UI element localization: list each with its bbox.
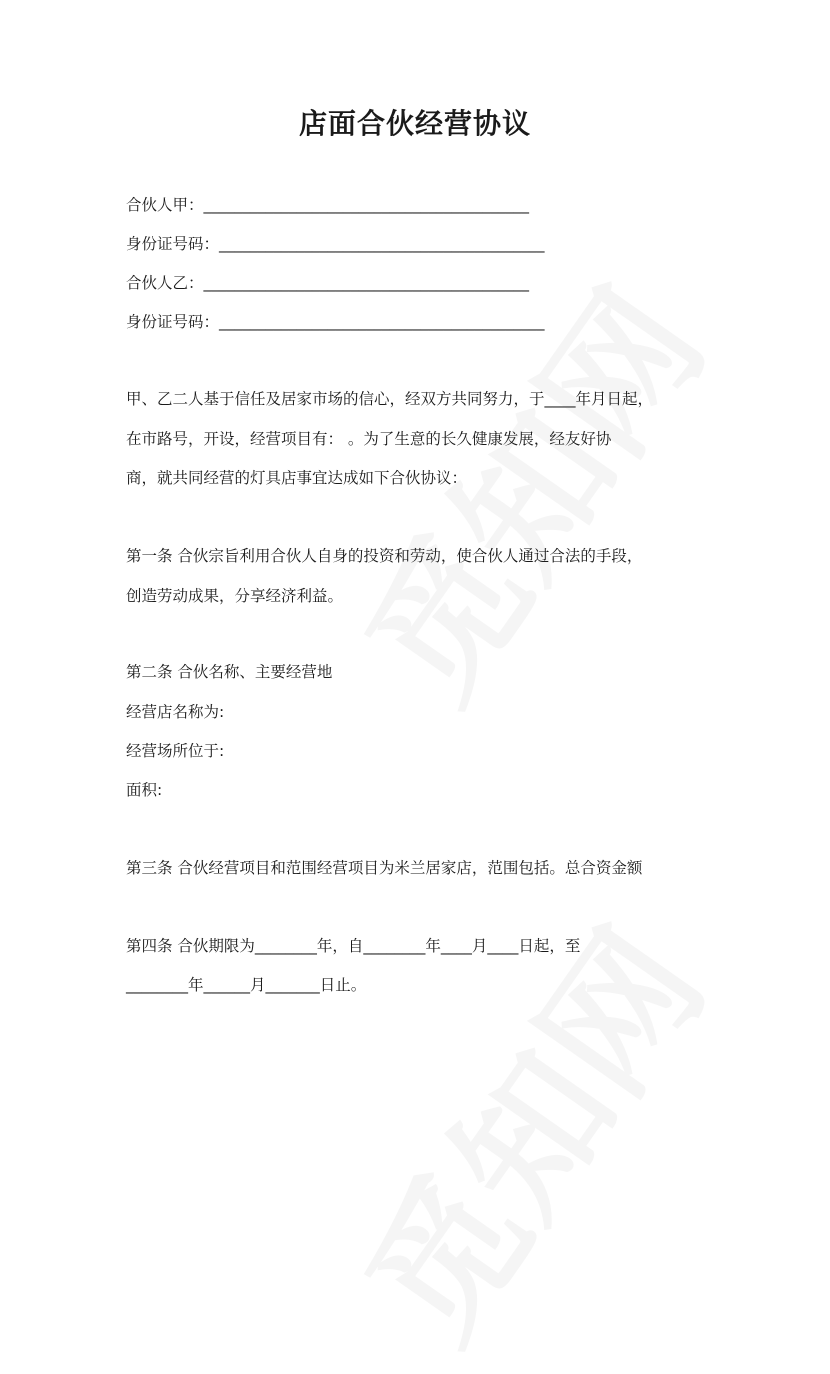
id-b-field: 身份证号码：__________________________________________ — [126, 313, 545, 331]
id-a-field: 身份证号码：__________________________________________ — [126, 235, 545, 253]
article2-location: 经营场所位于: — [126, 742, 225, 760]
preamble-line-2: 在市路号，开设，经营项目有： 。为了生意的长久健康发展，经友好协 — [126, 430, 612, 448]
preamble-line-3: 商，就共同经营的灯具店事宜达成如下合伙协议： — [126, 469, 468, 487]
article1-line-2: 创造劳动成果，分享经济利益。 — [126, 587, 344, 605]
document-title: 店面合伙经营协议 — [298, 107, 531, 140]
article2-area: 面积: — [126, 781, 163, 799]
article2-shop-name: 经营店名称为: — [126, 703, 225, 721]
article4-line-2: ________年______月_______日止。 — [126, 976, 367, 994]
partner-b-field: 合伙人乙：__________________________________________ — [126, 274, 530, 292]
preamble-line-1: 甲、乙二人基于信任及居家市场的信心，经双方共同努力，于____年月日起， — [126, 390, 654, 408]
article2-heading: 第二条 合伙名称、主要经营地 — [126, 663, 333, 681]
article3-text: 第三条 合伙经营项目和范围经营项目为米兰居家店，范围包括。总合资金额 — [126, 859, 643, 877]
partner-a-field: 合伙人甲：__________________________________________ — [126, 196, 530, 214]
article1-line-1: 第一条 合伙宗旨利用合伙人自身的投资和劳动，使合伙人通过合法的手段， — [126, 547, 643, 565]
article4-line-1: 第四条 合伙期限为________年，自________年____月____日起，至 — [126, 937, 581, 955]
